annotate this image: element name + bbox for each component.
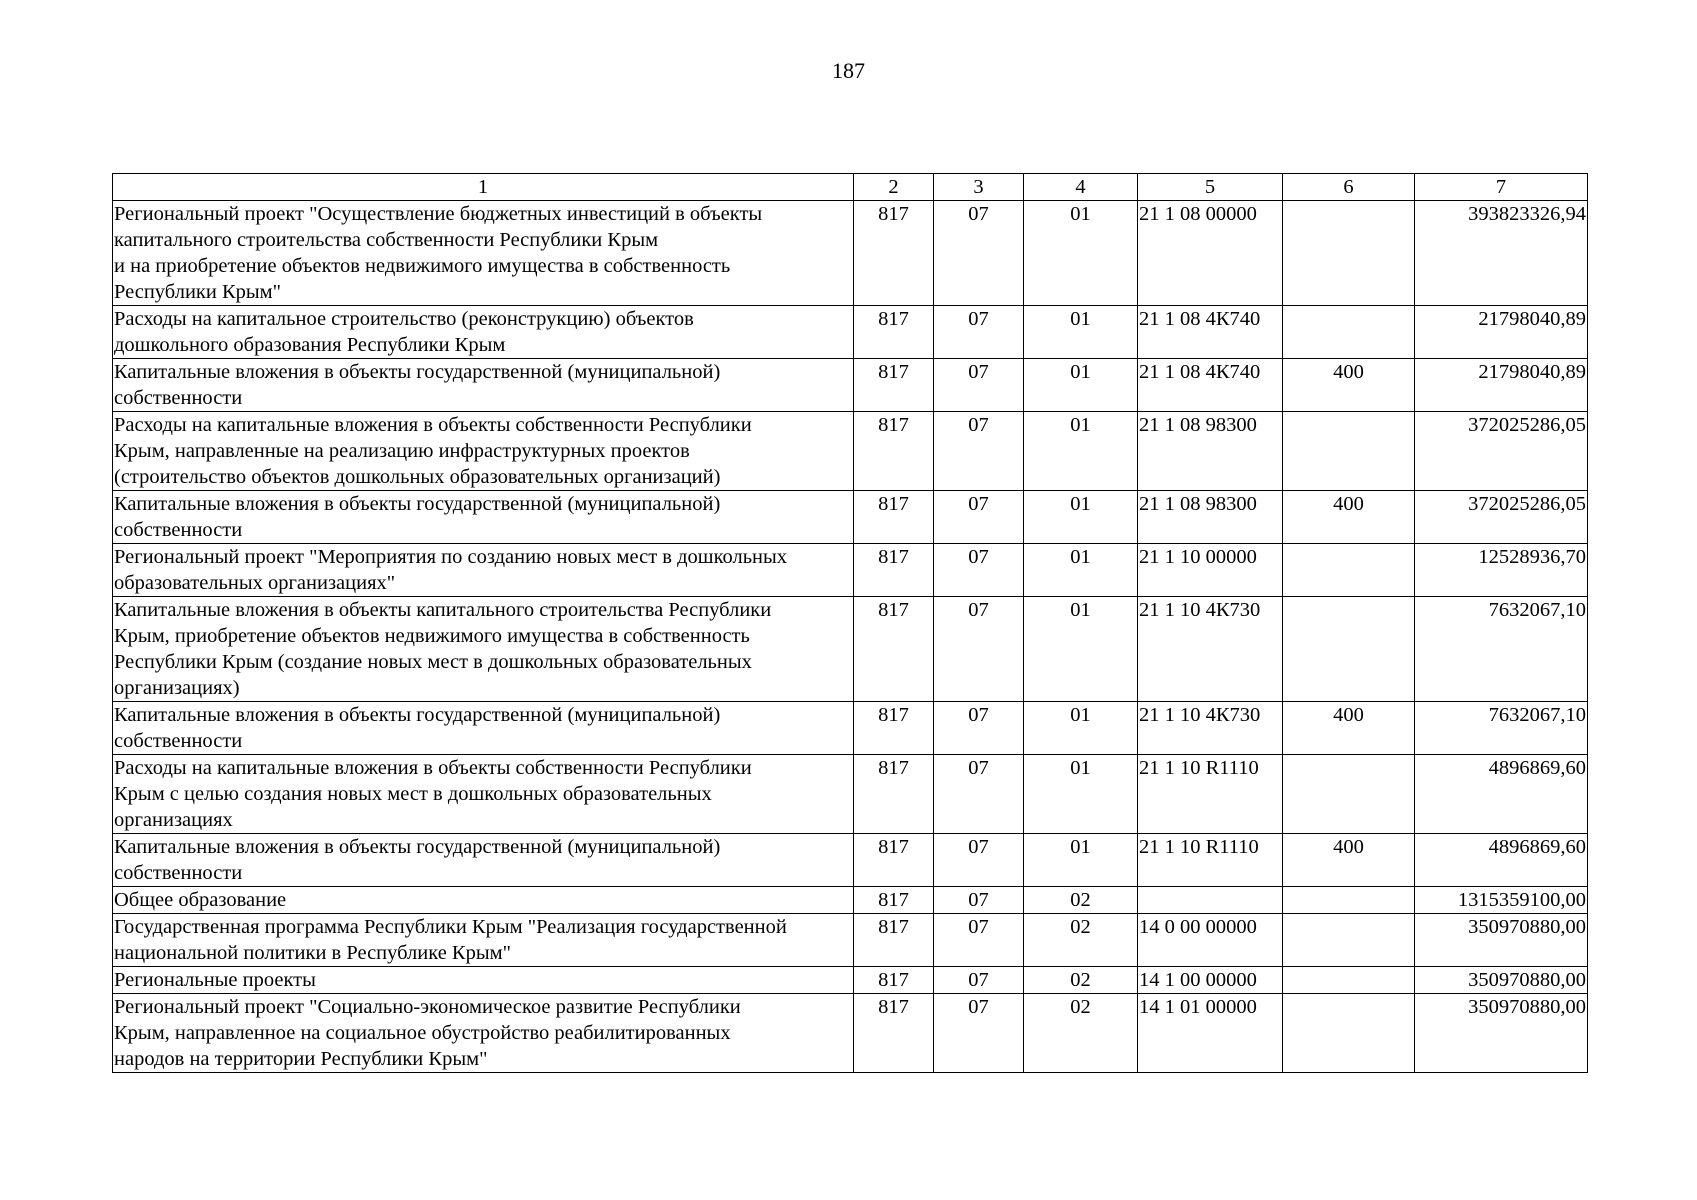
target-article-cell: 21 1 08 98300 — [1138, 491, 1283, 544]
section-code-cell: 07 — [934, 967, 1024, 994]
target-article-cell: 21 1 10 4К730 — [1138, 702, 1283, 755]
item-name-cell — [113, 544, 854, 597]
item-name-line: капитального строительства собственности Республики Крым — [114, 229, 659, 251]
subsection-code-cell: 01 — [1024, 412, 1138, 491]
target-article-cell: 14 0 00 00000 — [1138, 914, 1283, 967]
subsection-code-cell: 01 — [1024, 201, 1138, 306]
target-article-cell: 14 1 00 00000 — [1138, 967, 1283, 994]
item-name-line: Расходы на капитальное строительство (реконструкцию) объектов — [114, 308, 694, 330]
item-name-line: образовательных организациях" — [114, 572, 396, 594]
item-name-line: Крым, направленные на реализацию инфраструктурных проектов — [114, 440, 690, 462]
grbs-code-cell: 817 — [854, 491, 934, 544]
grbs-code-cell: 817 — [854, 967, 934, 994]
grbs-code-cell: 817 — [854, 544, 934, 597]
expense-type-cell — [1283, 967, 1415, 994]
table-row — [113, 967, 1588, 994]
item-name-line: организациях — [114, 809, 233, 831]
item-name-cell — [113, 359, 854, 412]
grbs-code-cell: 817 — [854, 914, 934, 967]
subsection-code-cell: 01 — [1024, 359, 1138, 412]
section-code-cell: 07 — [934, 412, 1024, 491]
amount-cell: 372025286,05 — [1415, 491, 1588, 544]
table-row — [113, 201, 1588, 306]
section-code-cell: 07 — [934, 491, 1024, 544]
section-code-cell: 07 — [934, 755, 1024, 834]
subsection-code-cell: 02 — [1024, 887, 1138, 914]
amount-cell: 372025286,05 — [1415, 412, 1588, 491]
item-name-line: Капитальные вложения в объекты капитального строительства Республики — [114, 599, 772, 621]
item-name-cell — [113, 702, 854, 755]
column-header: 1 — [113, 174, 854, 201]
item-name-line: Капитальные вложения в объекты государственной (муниципальной) — [114, 704, 721, 726]
column-header: 6 — [1283, 174, 1415, 201]
grbs-code-cell: 817 — [854, 994, 934, 1073]
section-code-cell: 07 — [934, 834, 1024, 887]
table-row — [113, 597, 1588, 702]
amount-cell: 7632067,10 — [1415, 597, 1588, 702]
subsection-code-cell: 01 — [1024, 306, 1138, 359]
item-name-line: Республики Крым" — [114, 281, 282, 303]
item-name-line: Региональный проект "Социально-экономическое развитие Республики — [114, 996, 741, 1018]
target-article-cell: 21 1 08 98300 — [1138, 412, 1283, 491]
item-name-cell — [113, 994, 854, 1073]
budget-table — [112, 173, 1588, 1073]
item-name-line: собственности — [114, 862, 243, 884]
subsection-code-cell: 02 — [1024, 914, 1138, 967]
expense-type-cell — [1283, 544, 1415, 597]
item-name-cell — [113, 412, 854, 491]
item-name-line: собственности — [114, 519, 243, 541]
target-article-cell — [1138, 887, 1283, 914]
grbs-code-cell: 817 — [854, 755, 934, 834]
subsection-code-cell: 01 — [1024, 755, 1138, 834]
column-header: 3 — [934, 174, 1024, 201]
expense-type-cell: 400 — [1283, 834, 1415, 887]
table-row — [113, 994, 1588, 1073]
item-name-line: Региональный проект "Мероприятия по созданию новых мест в дошкольных — [114, 546, 788, 568]
item-name-cell — [113, 967, 854, 994]
item-name-line: Капитальные вложения в объекты государственной (муниципальной) — [114, 493, 721, 515]
section-code-cell: 07 — [934, 914, 1024, 967]
table-row — [113, 834, 1588, 887]
expense-type-cell — [1283, 755, 1415, 834]
item-name-line: Общее образование — [114, 889, 287, 911]
target-article-cell: 21 1 08 00000 — [1138, 201, 1283, 306]
grbs-code-cell: 817 — [854, 887, 934, 914]
item-name-cell — [113, 201, 854, 306]
section-code-cell: 07 — [934, 359, 1024, 412]
item-name-cell — [113, 306, 854, 359]
section-code-cell: 07 — [934, 702, 1024, 755]
item-name-line: Крым, приобретение объектов недвижимого имущества в собственность — [114, 625, 750, 647]
column-header: 2 — [854, 174, 934, 201]
table-row — [113, 702, 1588, 755]
column-header: 5 — [1138, 174, 1283, 201]
section-code-cell: 07 — [934, 597, 1024, 702]
grbs-code-cell: 817 — [854, 201, 934, 306]
table-row — [113, 914, 1588, 967]
target-article-cell: 21 1 10 4К730 — [1138, 597, 1283, 702]
target-article-cell: 21 1 10 00000 — [1138, 544, 1283, 597]
item-name-line: Расходы на капитальные вложения в объекты собственности Республики — [114, 414, 752, 436]
grbs-code-cell: 817 — [854, 597, 934, 702]
subsection-code-cell: 02 — [1024, 967, 1138, 994]
table-row — [113, 544, 1588, 597]
grbs-code-cell: 817 — [854, 834, 934, 887]
column-header: 4 — [1024, 174, 1138, 201]
amount-cell: 350970880,00 — [1415, 914, 1588, 967]
expense-type-cell — [1283, 914, 1415, 967]
table-row — [113, 412, 1588, 491]
grbs-code-cell: 817 — [854, 702, 934, 755]
item-name-line: Республики Крым (создание новых мест в дошкольных образовательных — [114, 651, 752, 673]
item-name-line: и на приобретение объектов недвижимого имущества в собственность — [114, 255, 731, 277]
table-row — [113, 887, 1588, 914]
amount-cell: 393823326,94 — [1415, 201, 1588, 306]
amount-cell: 12528936,70 — [1415, 544, 1588, 597]
table-header-row — [113, 174, 1588, 201]
expense-type-cell: 400 — [1283, 702, 1415, 755]
item-name-line: Региональный проект "Осуществление бюджетных инвестиций в объекты — [114, 203, 763, 225]
item-name-line: Государственная программа Республики Крым "Реализация государственной — [114, 916, 787, 938]
amount-cell: 350970880,00 — [1415, 967, 1588, 994]
item-name-cell — [113, 834, 854, 887]
column-header: 7 — [1415, 174, 1588, 201]
expense-type-cell — [1283, 597, 1415, 702]
amount-cell: 1315359100,00 — [1415, 887, 1588, 914]
expense-type-cell — [1283, 201, 1415, 306]
grbs-code-cell: 817 — [854, 306, 934, 359]
table-body — [113, 201, 1588, 1073]
section-code-cell: 07 — [934, 994, 1024, 1073]
table-row — [113, 306, 1588, 359]
amount-cell: 21798040,89 — [1415, 306, 1588, 359]
item-name-line: Расходы на капитальные вложения в объекты собственности Республики — [114, 757, 752, 779]
item-name-line: собственности — [114, 387, 243, 409]
expense-type-cell — [1283, 887, 1415, 914]
amount-cell: 4896869,60 — [1415, 834, 1588, 887]
amount-cell: 350970880,00 — [1415, 994, 1588, 1073]
subsection-code-cell: 01 — [1024, 544, 1138, 597]
target-article-cell: 21 1 08 4К740 — [1138, 306, 1283, 359]
subsection-code-cell: 01 — [1024, 702, 1138, 755]
item-name-line: (строительство объектов дошкольных образовательных организаций) — [114, 466, 721, 488]
expense-type-cell: 400 — [1283, 359, 1415, 412]
item-name-cell — [113, 755, 854, 834]
target-article-cell: 14 1 01 00000 — [1138, 994, 1283, 1073]
expense-type-cell — [1283, 994, 1415, 1073]
expense-type-cell: 400 — [1283, 491, 1415, 544]
item-name-line: Региональные проекты — [114, 969, 316, 991]
item-name-cell — [113, 491, 854, 544]
item-name-line: собственности — [114, 730, 243, 752]
target-article-cell: 21 1 08 4К740 — [1138, 359, 1283, 412]
page-number: 187 — [832, 58, 865, 83]
subsection-code-cell: 02 — [1024, 994, 1138, 1073]
item-name-line: Крым, направленное на социальное обустройство реабилитированных — [114, 1022, 731, 1044]
amount-cell: 4896869,60 — [1415, 755, 1588, 834]
grbs-code-cell: 817 — [854, 359, 934, 412]
item-name-line: Крым с целью создания новых мест в дошкольных образовательных — [114, 783, 712, 805]
section-code-cell: 07 — [934, 887, 1024, 914]
item-name-cell — [113, 887, 854, 914]
item-name-line: Капитальные вложения в объекты государственной (муниципальной) — [114, 836, 721, 858]
item-name-line: национальной политики в Республике Крым" — [114, 942, 511, 964]
target-article-cell: 21 1 10 R1110 — [1138, 755, 1283, 834]
amount-cell: 21798040,89 — [1415, 359, 1588, 412]
subsection-code-cell: 01 — [1024, 597, 1138, 702]
table-row — [113, 359, 1588, 412]
item-name-line: дошкольного образования Республики Крым — [114, 334, 506, 356]
amount-cell: 7632067,10 — [1415, 702, 1588, 755]
item-name-line: организациях) — [114, 677, 240, 699]
expense-type-cell — [1283, 412, 1415, 491]
item-name-cell — [113, 914, 854, 967]
item-name-cell — [113, 597, 854, 702]
expense-type-cell — [1283, 306, 1415, 359]
target-article-cell: 21 1 10 R1110 — [1138, 834, 1283, 887]
section-code-cell: 07 — [934, 544, 1024, 597]
item-name-line: народов на территории Республики Крым" — [114, 1048, 488, 1070]
item-name-line: Капитальные вложения в объекты государственной (муниципальной) — [114, 361, 721, 383]
subsection-code-cell: 01 — [1024, 491, 1138, 544]
table-row — [113, 755, 1588, 834]
table-row — [113, 491, 1588, 544]
section-code-cell: 07 — [934, 306, 1024, 359]
grbs-code-cell: 817 — [854, 412, 934, 491]
section-code-cell: 07 — [934, 201, 1024, 306]
subsection-code-cell: 01 — [1024, 834, 1138, 887]
